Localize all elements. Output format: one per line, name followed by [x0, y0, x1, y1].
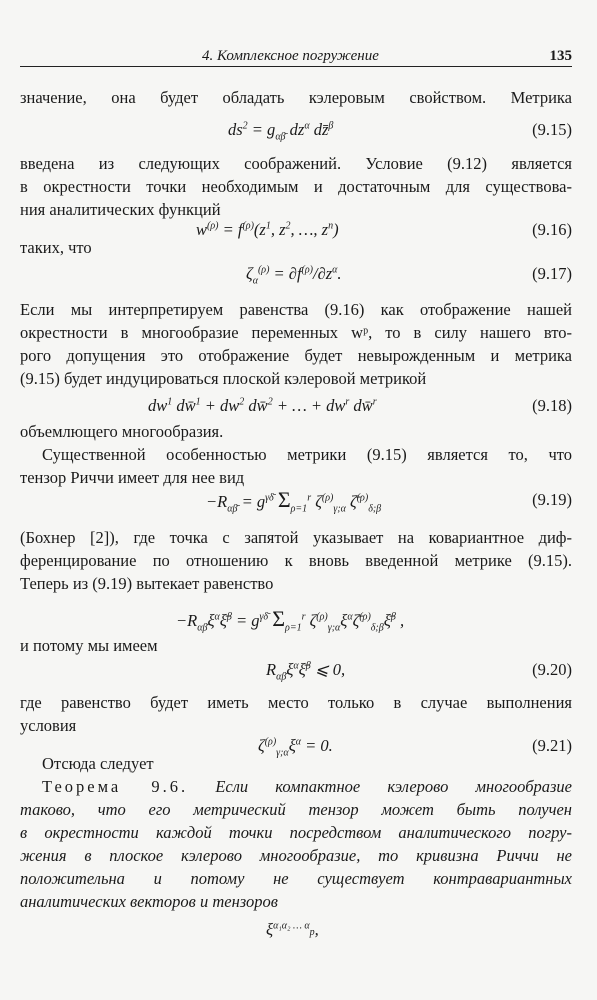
equation-number: (9.21): [532, 736, 572, 755]
text-line: окрестности в многообразие переменных wᵖ, то в силу нашего вто-: [20, 323, 572, 342]
theorem-line: таково, что его метрический тензор может быть получен: [20, 800, 572, 819]
equation-9-20: $R_{\alpha\betā}\xi^\alpha\xī^\beta$ ⩽ 0, (9.20): [266, 660, 572, 683]
text-line: значение, она будет обладать кэлеровым свойством. Метрика: [20, 88, 572, 107]
equation-number: (9.15): [532, 120, 572, 139]
equation-unnumbered: $-R_{\alpha\betā}\xi^\alpha\xī^\beta = g^{\gamma\deltā}$ $\Sigma_{\rho=1}^r$ $\zeta^{(\rho)}_{\gamma;\alpha}\xi^\alpha\zetā^{(\rho)}_{\delta;\beta}\xī^\beta$ ,: [176, 606, 405, 634]
equation-9-15: $ds^2 = g_{\alpha\betā}$ $dz^\alpha$ dz̄$^\beta$ (9.15): [228, 120, 572, 143]
theorem-line: аналитических векторов и тензоров: [20, 892, 278, 911]
text-line: Если мы интерпретируем равенства (9.16) как отображение нашей: [20, 300, 572, 319]
running-header: [20, 44, 572, 68]
equation-number: (9.18): [532, 396, 572, 415]
text-line: ференцирование по отношению к вновь введенной метрике (9.15).: [20, 551, 572, 570]
text-line: Существенной особенностью метрики (9.15) является то, что: [42, 445, 572, 464]
text-line: и потому мы имеем: [20, 636, 158, 655]
text-line: Теперь из (9.19) вытекает равенство: [20, 574, 274, 593]
equation-9-21: $\zeta^{(\rho)}_{\gamma;\alpha}\xi^\alpha = 0$. (9.21): [258, 736, 572, 759]
equation-final: $\xi^{\alpha_1\alpha_2 \dots \alpha}_p$,: [266, 920, 319, 939]
text-line: таких, что: [20, 238, 92, 257]
theorem-text: Если компактное кэлерово многообразие: [215, 777, 573, 796]
theorem-line: положительна и потому не существует контравариантных: [20, 869, 572, 888]
equation-9-18: $dw^1$ dw̄$^1$ + $dw^2$ dw̄$^2$ + … + $dw^r$ dw̄$^r$ (9.18): [20, 394, 572, 420]
equation-9-16: $w^{(\rho)} = f^{(\rho)}(z^1$, $z^2$, …, $z^n$) (9.16): [20, 218, 572, 244]
page-number: 135: [549, 48, 572, 64]
text-line: ния аналитических функций: [20, 200, 221, 219]
equation-number: (9.20): [532, 660, 572, 679]
theorem-line: [20, 775, 572, 799]
theorem-line: жения в плоское кэлерово многообразие, то кривизна Риччи не: [20, 846, 572, 865]
text-line: тензор Риччи имеет для нее вид: [20, 468, 245, 487]
theorem-label: Теорема 9.6.: [42, 777, 189, 796]
text-line: введена из следующих соображений. Условие (9.12) является: [20, 154, 572, 173]
equation-9-17: $\zeta_\alpha^{(\rho)} = \partial f^{(\rho)}/\partial z^\alpha$. (9.17): [246, 264, 572, 287]
text-line: объемлющего многообразия.: [20, 422, 224, 441]
text-line: условия: [20, 716, 77, 735]
equation-9-19: $-R_{\alpha\betā} = g^{\gamma\deltā}$ $\Sigma_{\rho=1}^r$ $\zeta^{(\rho)}_{\gamma;\alpha}$ ζ̄$^{(\rho)}_{\delta;\beta}$ (9.19): [206, 487, 572, 515]
equation-number: (9.17): [532, 264, 572, 283]
equation-number: (9.19): [532, 490, 572, 509]
book-page: [20, 0, 572, 1000]
theorem-line: в окрестности каждой точки посредством аналитического погру-: [20, 823, 572, 842]
text-line: (Бохнер [2]), где точка с запятой указывает на ковариантное диф-: [20, 528, 572, 547]
header-rule: [20, 66, 572, 67]
chapter-title: 4. Комплексное погружение: [202, 48, 379, 64]
text-line: рого допущения это отображение будет невырожденным и метрика: [20, 346, 572, 365]
text-line: в окрестности точки необходимым и достаточным для существова-: [20, 177, 572, 196]
text-line: где равенство будет иметь место только в случае выполнения: [20, 693, 572, 712]
text-line: Отсюда следует: [42, 754, 154, 773]
equation-number: (9.16): [532, 220, 572, 239]
text-line: (9.15) будет индуцироваться плоской кэлеровой метрикой: [20, 369, 427, 388]
